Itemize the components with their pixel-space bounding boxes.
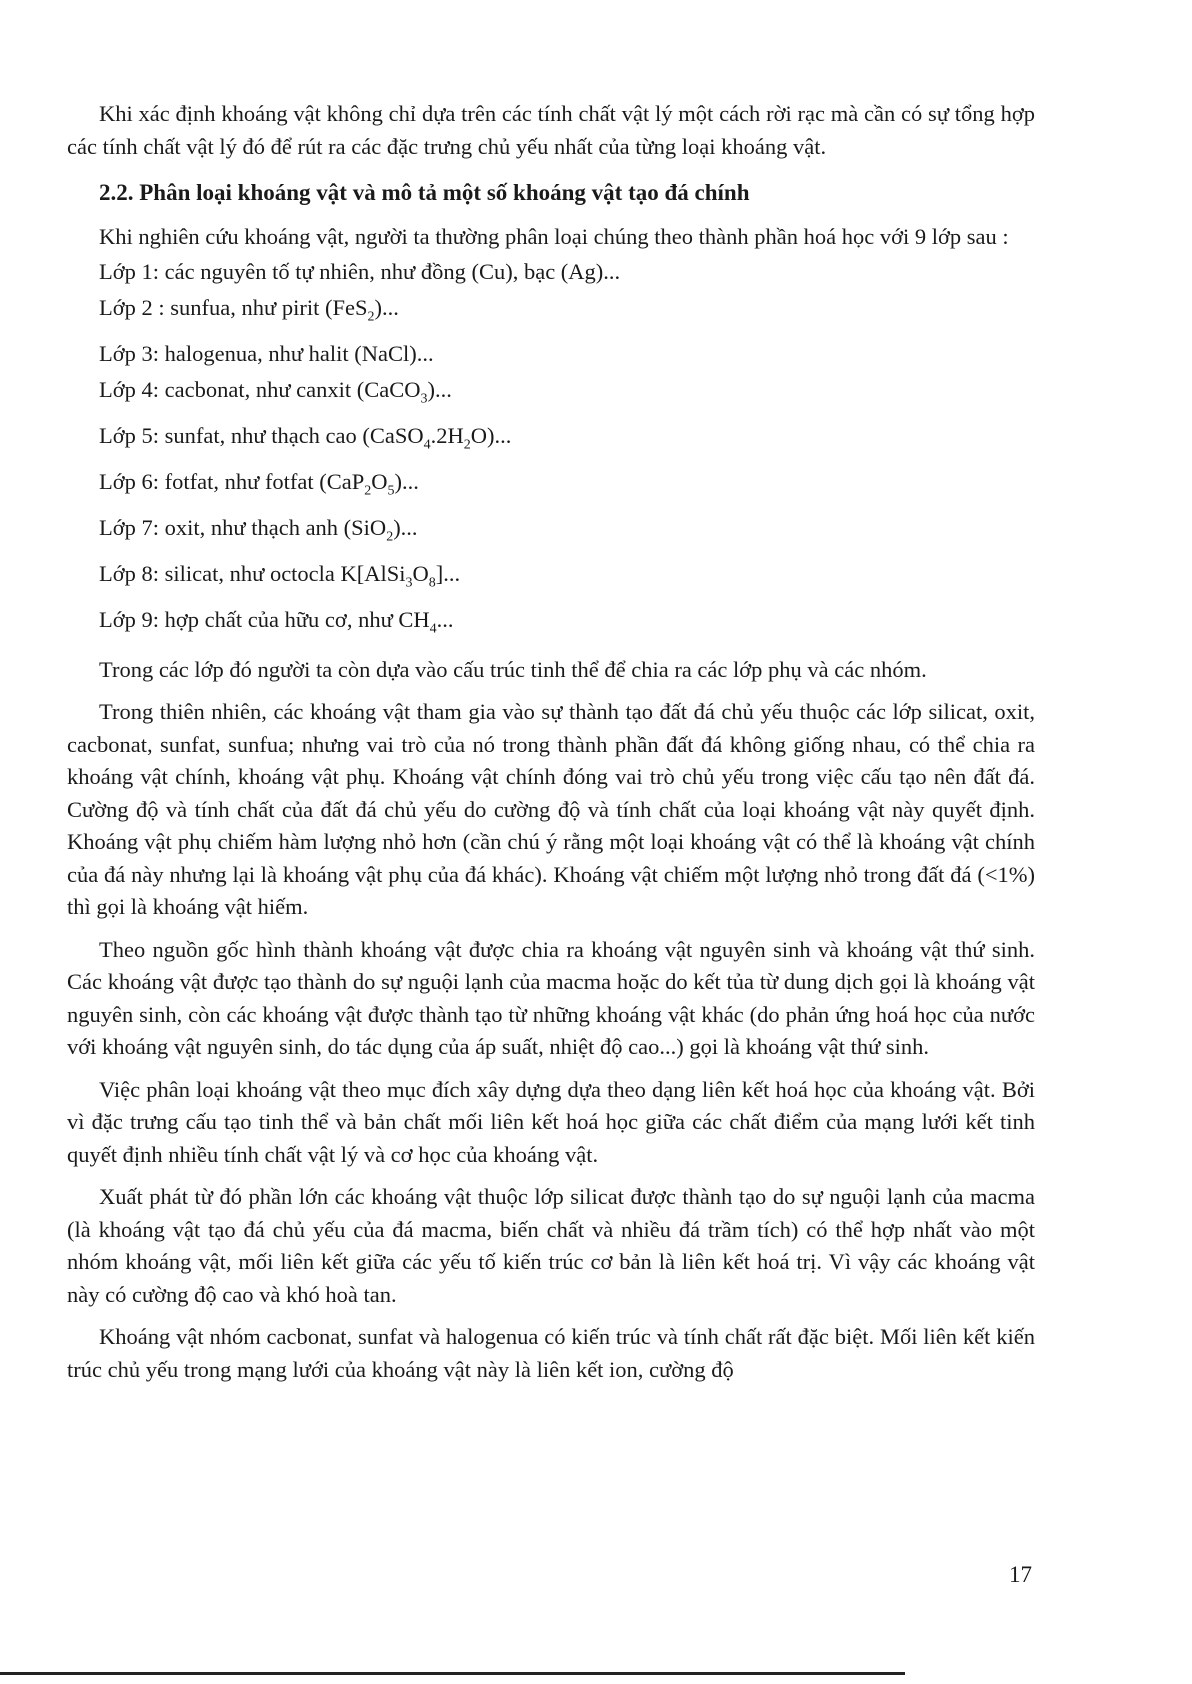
page-number: 17 [1009, 1562, 1032, 1587]
body-paragraph: Theo nguồn gốc hình thành khoáng vật được chia ra khoáng vật nguyên sinh và khoáng vật thứ sinh. Các khoáng vật được tạo thành do sự nguội lạnh của macma hoặc do kết tủa từ dung dịch gọi là khoáng vật nguyên sinh, còn các khoáng vật được thành tạo từ những khoáng vật khác (do phản ứng hoá học của nước với khoáng vật nguyên sinh, do tác dụng của áp suất, nhiệt độ cao...) gọi là khoáng vật thứ sinh. [67, 936, 1035, 1060]
bottom-rule [0, 1672, 905, 1675]
mineral-class-list [67, 254, 1035, 648]
body-paragraph: Xuất phát từ đó phần lớn các khoáng vật thuộc lớp silicat được thành tạo do sự nguội lạnh của macma (là khoáng vật tạo đá chủ yếu của đá macma, biến chất và nhiều đá trầm tích) có thể hợp nhất vào một nhóm khoáng vật, mối liên kết giữa các yếu tố kiến trúc cơ bản là liên kết hoá trị. Vì vậy các khoáng vật này có cường độ cao và khó hoà tan. [67, 1184, 1035, 1307]
class-item: Lớp 4: cacbonat, như canxit (CaCO$_3$)... [99, 377, 452, 407]
class-item: Lớp 8: silicat, như octocla $K[AlSi_3O_8]$... [99, 560, 461, 591]
class-item: Lớp 6: fotfat, như fotfat $(CaP_2O_5)$... [99, 469, 419, 499]
body-paragraph: Trong thiên nhiên, các khoáng vật tham gia vào sự thành tạo đất đá chủ yếu thuộc các lớp silicat, oxit, cacbonat, sunfat, sunfua; nhưng vai trò của nó trong thành phần đất đá không giống nhau, có thể chia ra khoáng vật chính, khoáng vật phụ. Khoáng vật chính đóng vai trò chủ yếu trong việc cấu tạo nên đất đá. Cường độ và tính chất của đất đá chủ yếu do cường độ và tính chất của loại khoáng vật này quyết định. Khoáng vật phụ chiếm hàm lượng nhỏ hơn (cần chú ý rằng một loại khoáng vật có thể là khoáng vật chính của đá này nhưng lại là khoáng vật phụ của đá khác). Khoáng vật chiếm một lượng nhỏ trong đất đá (<1%) thì gọi là khoáng vật hiếm. [67, 699, 1035, 920]
body-paragraph: Việc phân loại khoáng vật theo mục đích xây dựng dựa theo dạng liên kết hoá học của khoáng vật. Bởi vì đặc trưng cấu tạo tinh thể và bản chất mối liên kết hoá học giữa các chất điểm của mạng lưới kết tinh quyết định nhiều tính chất vật lý và cơ học của khoáng vật. [67, 1076, 1035, 1167]
section-heading: 2.2. Phân loại khoáng vật và mô tả một số khoáng vật tạo đá chính [99, 180, 750, 205]
class-item: Lớp 2 : sunfua, như pirit (FeS$_2$)... [99, 294, 399, 325]
body-paragraph: Khoáng vật nhóm cacbonat, sunfat và halogenua có kiến trúc và tính chất rất đặc biệt. Mối liên kết kiến trúc chủ yếu trong mạng lưới của khoáng vật này là liên kết ion, cường độ [67, 1324, 1035, 1382]
class-item: Lớp 9: hợp chất của hữu cơ, như $CH_4$... [99, 606, 454, 637]
intro-paragraph: Khi xác định khoáng vật không chỉ dựa trên các tính chất vật lý một cách rời rạc mà cần có sự tổng hợp các tính chất vật lý đó để rút ra các đặc trưng chủ yếu nhất của từng loại khoáng vật. [67, 101, 1035, 159]
classification-intro: Khi nghiên cứu khoáng vật, người ta thường phân loại chúng theo thành phần hoá học với 9 lớp sau : [99, 224, 1009, 249]
class-item: Lớp 3: halogenua, như halit (NaCl)... [99, 340, 434, 366]
class-item: Lớp 1: các nguyên tố tự nhiên, như đồng (Cu), bạc (Ag)... [99, 258, 621, 284]
subclass-note: Trong các lớp đó người ta còn dựa vào cấu trúc tinh thể để chia ra các lớp phụ và các nhóm. [99, 656, 927, 682]
class-item: Lớp 7: oxit, như thạch anh (SiO$_2$)... [99, 514, 418, 545]
class-item: Lớp 5: sunfat, như thạch cao $(CaSO_4.2H_2O)$... [99, 423, 512, 453]
page-body [67, 98, 1035, 1386]
